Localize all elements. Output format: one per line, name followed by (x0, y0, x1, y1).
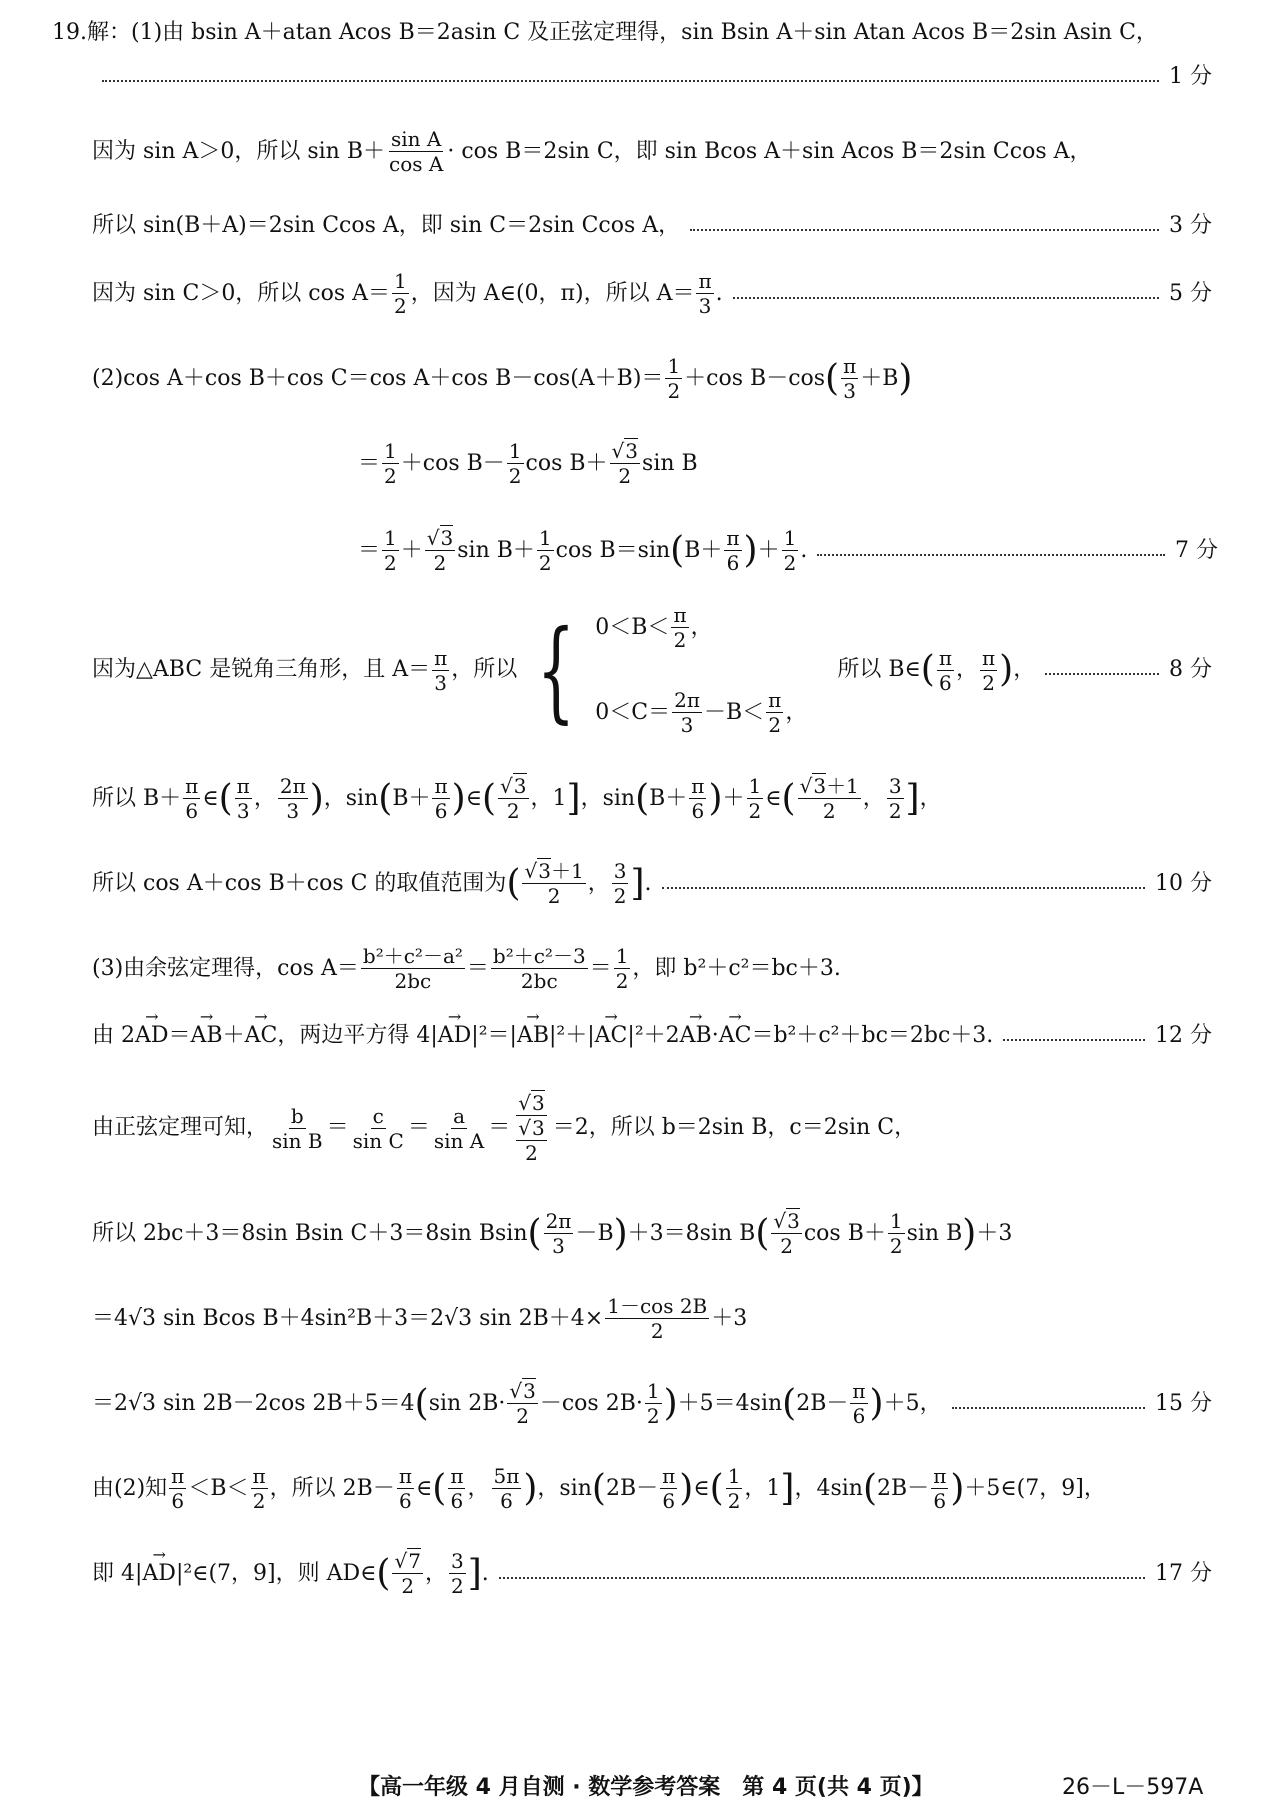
line-4: 因为 sin C＞0，所以 cos A＝ $\frac{1}{2}$ ，因为 A∈(0，π)，所以 A＝ $\frac{\pi}{3}$ . 5 分 (92, 269, 1212, 318)
text: ＋3＝8sin B (627, 1220, 756, 1246)
numerator: b²＋c²－3 (492, 944, 586, 968)
text: 所以 cos A＋cos B＋cos C 的取值范围为 (92, 870, 507, 896)
text: －B＜ (703, 699, 765, 725)
text: |²∈(7，9]，则 AD∈ (175, 1560, 377, 1586)
dot-leader (733, 297, 1159, 299)
line-10: 所以 cos A＋cos B＋cos C 的取值范围为 ( $\frac{√3+1}{2}$ ， $\frac{3}{2}$ ] . 10 分 (92, 859, 1212, 908)
text: ＋cos B－cos (684, 365, 826, 391)
line-3 (92, 215, 1212, 237)
text: ＝ (358, 537, 381, 563)
text: ，即 b²＋c²＝bc＋3. (632, 955, 841, 981)
text: sin B (642, 450, 698, 476)
line-7: ＝ $\frac{1}{2}$ ＋ $\frac{√3}{2}$ sin B＋ $\frac{1}{2}$ cos B＝sin ( B＋ $\frac{\pi}{6}$ ) ＋ $\frac{1}{2}$ . 7 分 (358, 526, 1218, 575)
text: ＜B＜ (188, 1475, 249, 1501)
text: ，所以 (451, 657, 518, 682)
text: ＋5＝4sin (677, 1390, 783, 1416)
text: ＝ (358, 450, 381, 476)
text: (3)由余弦定理得，cos A＝ (92, 955, 359, 981)
text: ，两边平方得 4| (277, 1023, 438, 1048)
text: ，所以 2B－ (269, 1475, 395, 1501)
dot-leader (952, 1407, 1145, 1409)
text: 所以 B＋ (92, 785, 182, 811)
text: ＋5∈(7，9]， (964, 1475, 1106, 1501)
dot-leader (662, 887, 1146, 889)
fraction: $\frac{1}{2}$ (394, 269, 407, 318)
text: ＋5， (883, 1390, 942, 1416)
line-12: 由 2 → AD ＝ → AB ＋ → AC ，两边平方得 4| → AD |²＝| → AB |²＋| → AC |²＋2 → AB · → AC ＝b²＋c²＋bc＝2bc＋3. 12 分 (92, 1025, 1212, 1047)
score-12: 12 分 (1155, 1023, 1212, 1048)
text: · cos B＝2sin C，即 sin Bcos A＋sin Acos B＝2sin Ccos A， (447, 138, 1092, 164)
text: cos B＋ (525, 450, 608, 476)
text: sin B＋ (457, 537, 535, 563)
text: 因为 sin C＞0，所以 cos A＝ (92, 280, 391, 306)
text: ＋ (757, 537, 780, 563)
text: ，因为 A∈(0，π)，所以 A＝ (410, 280, 695, 306)
text: 所以 sin(B＋A)＝2sin Ccos A，即 sin C＝2sin Ccos A， (92, 213, 681, 238)
dot-leader (1003, 1039, 1145, 1041)
score-3: 3 分 (1169, 213, 1212, 238)
text: 因为 sin A＞0，所以 sin B＋ (92, 138, 386, 164)
solution-intro: 解：(1)由 bsin A＋atan Acos B＝2asin C 及正弦定理得，sin Bsin A＋sin Atan Acos B＝2sin Asin C， (87, 20, 1158, 45)
fraction: $\frac{\pi}{3}$ (698, 269, 712, 318)
score-line-1 (92, 66, 1212, 88)
line-11: (3)由余弦定理得，cos A＝ $\frac{\text{b²＋c²－a²}}{2bc}$ ＝ $\frac{\text{b²＋c²－3}}{2bc}$ ＝ $\frac{1}{2}$ ，即 b²＋c²＝bc＋3. (92, 944, 841, 993)
text: ＋3 (976, 1220, 1013, 1246)
text: 由 2 (92, 1023, 135, 1048)
fraction (387, 128, 445, 175)
text: 所以 B∈ (837, 657, 921, 682)
text: ＋3 (711, 1305, 748, 1331)
line-9: 所以 B＋ $\frac{\pi}{6}$ ∈ ( $\frac{\pi}{3}$ ， $\frac{2\pi}{3}$ ) ，sin ( B＋ $\frac{\pi}{6}$ ) ∈ ( $\frac{√3}{2}$ ，1 ] ，sin ( B＋ $\frac{\pi}{6}$ ) ＋ $\frac{1}{2}$ ∈ ( $\frac{√3+1}{2}$ ， $\frac{3}{2}$ ] ， (92, 774, 942, 823)
text: 因为△ABC 是锐角三角形，且 A＝ (92, 657, 431, 682)
score-8: 8 分 (1169, 657, 1212, 682)
score-5: 5 分 (1169, 280, 1212, 306)
text: ，sin (537, 1475, 592, 1501)
text: 0＜B＜ (595, 614, 670, 640)
dot-leader (1045, 673, 1159, 675)
text: ＝b²＋c²＋bc＝2bc＋3. (751, 1023, 994, 1048)
footer-title: 【高一年级 4 月自测 · 数学参考答案 第 4 页(共 4 页)】 (358, 1775, 934, 1800)
line-8: 因为△ABC 是锐角三角形，且 A＝ $\frac{\pi}{3}$ ，所以 { 0＜B＜ $\frac{\pi}{2}$ ， 0＜C＝ $\frac{2\pi}{3}$ －B＜ $\frac{\pi}{2}$ ， 所以 B∈ ( $\frac{\pi}{6}$ ， $\frac{\pi}{2}$ ) ， 8 分 (92, 603, 1212, 737)
numerator: 1－cos 2B (607, 1294, 708, 1318)
denominator: 2bc (394, 969, 432, 993)
footer-code: 26－L－597A (1062, 1775, 1204, 1800)
text: ，sin (323, 785, 379, 811)
line-15: ＝4√3 sin Bcos B＋4sin²B＋3＝2√3 sin 2B＋4× $\frac{1-\cos 2B}{2}$ ＋3 (92, 1294, 748, 1343)
text: ＋ (400, 537, 423, 563)
text: cos B＝sin (555, 537, 671, 563)
text: 即 4| (92, 1560, 143, 1586)
line-17: 由(2)知 $\frac{\pi}{6}$ ＜B＜ $\frac{\pi}{2}$ ，所以 2B－ $\frac{\pi}{6}$ ∈ ( $\frac{\pi}{6}$ ， $\frac{5\pi}{6}$ ) ，sin ( 2B－ $\frac{\pi}{6}$ ) ∈ ( $\frac{1}{2}$ ，1 ] ，4sin ( 2B－ $\frac{\pi}{6}$ ) ＋5∈(7，9]， (92, 1464, 1106, 1513)
text: ＋cos B－ (400, 450, 505, 476)
text: 0＜C＝ (595, 699, 671, 725)
dot-leader (817, 554, 1165, 556)
numerator: sin A (391, 127, 442, 151)
text: 所以 2bc＋3＝8sin Bsin C＋3＝8sin Bsin (92, 1220, 528, 1246)
score-17: 17 分 (1155, 1560, 1212, 1586)
text: ∈ (415, 1475, 433, 1501)
text: (2)cos A＋cos B＋cos C＝cos A＋cos B－cos(A＋B)＝ (92, 365, 664, 391)
dot-leader (102, 80, 1159, 82)
dot-leader (690, 229, 1159, 231)
score-7: 7 分 (1175, 537, 1218, 563)
line-16: ＝2√3 sin 2B－2cos 2B＋5＝4 ( sin 2B· $\frac{√3}{2}$ －cos 2B· $\frac{1}{2}$ ) ＋5＝4sin ( 2B－ $\frac{\pi}{6}$ ) ＋5， 15 分 (92, 1379, 1212, 1428)
line-13: 由正弦定理可知， $\frac{b}{\text{sin B}}$ ＝ $\frac{c}{\text{sin C}}$ ＝ $\frac{a}{\text{sin A}}$ ＝ $\frac{√3}{\frac{√3}{2}}$ ＝2，所以 b＝2sin B，c＝2sin C， (92, 1091, 917, 1165)
dot-leader (499, 1577, 1145, 1579)
line-2 (92, 128, 1212, 175)
text: ＝2√3 sin 2B－2cos 2B＋5＝4 (92, 1390, 415, 1416)
text: ＝2，所以 b＝2sin B，c＝2sin C， (552, 1115, 917, 1140)
text: ，4sin (794, 1475, 863, 1501)
line-5: (2)cos A＋cos B＋cos C＝cos A＋cos B－cos(A＋B)＝ $\frac{1}{2}$ ＋cos B－cos ( $\frac{\pi}{3}$ ＋B ) (92, 354, 913, 403)
text: ＝4√3 sin Bcos B＋4sin²B＋3＝2√3 sin 2B＋4× (92, 1305, 604, 1331)
problem-number: 19. (52, 20, 87, 45)
numerator: b²＋c²－a² (362, 944, 463, 968)
line-18: 即 4| → AD |²∈(7，9]，则 AD∈ ( $\frac{√7}{2}$ ， $\frac{3}{2}$ ] . 17 分 (92, 1550, 1212, 1597)
denominator: cos A (389, 152, 444, 176)
score-1: 1 分 (1169, 64, 1212, 89)
text: 由正弦定理可知， (92, 1115, 269, 1140)
line-6: ＝ $\frac{1}{2}$ ＋cos B－ $\frac{1}{2}$ cos B＋ $\frac{√3}{2}$ sin B (358, 439, 698, 488)
score-15: 15 分 (1155, 1390, 1212, 1416)
score-10: 10 分 (1155, 870, 1212, 896)
line-1 (52, 22, 1212, 44)
text: 由(2)知 (92, 1475, 168, 1501)
line-14: 所以 2bc＋3＝8sin Bsin C＋3＝8sin Bsin ( $\frac{2\pi}{3}$ －B ) ＋3＝8sin B ( $\frac{√3}{2}$ cos B＋ $\frac{1}{2}$ sin B ) ＋3 (92, 1209, 1013, 1258)
case-system: { 0＜B＜ $\frac{\pi}{2}$ ， 0＜C＝ $\frac{2\pi}{3}$ －B＜ $\frac{\pi}{2}$ ， (537, 603, 808, 737)
